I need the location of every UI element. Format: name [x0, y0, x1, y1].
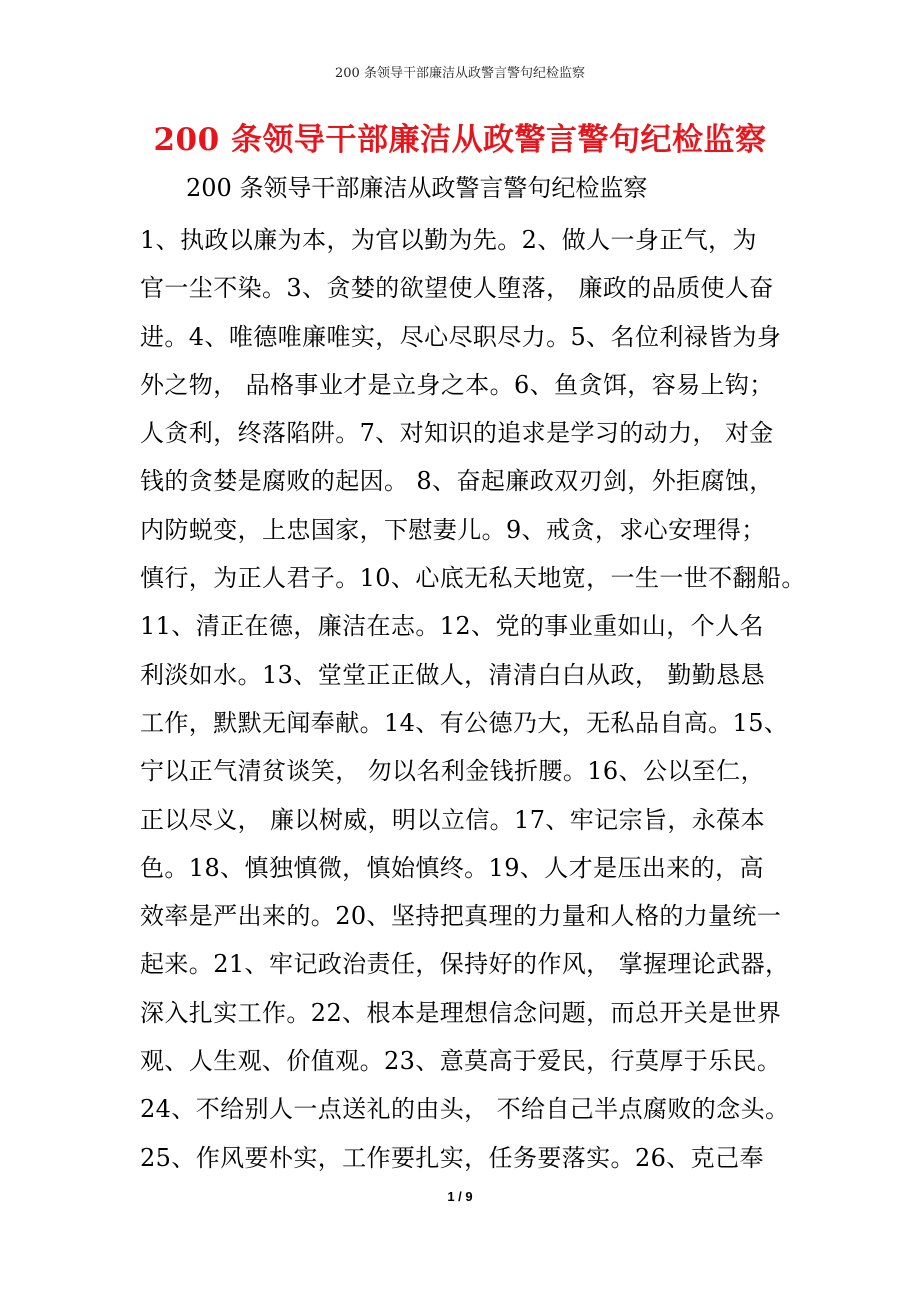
body-line: 利淡如水。13、堂堂正正做人，清清白白从政， 勤勤恳恳 — [140, 660, 765, 689]
body-line: 进。4、唯德唯廉唯实，尽心尽职尽力。5、名位利禄皆为身 — [140, 322, 782, 351]
document-subtitle: 200 条领导干部廉洁从政警言警句纪检监察 — [186, 174, 648, 202]
body-line: 官一尘不染。3、贪婪的欲望使人堕落， 廉政的品质使人奋 — [140, 274, 774, 303]
body-line: 深入扎实工作。22、根本是理想信念问题，而总开关是世界 — [140, 998, 782, 1027]
body-line: 24、不给别人一点送礼的由头， 不给自己半点腐败的念头。 — [140, 1095, 790, 1124]
body-line: 慎行，为正人君子。10、心底无私天地宽，一生一世不翻船。 — [140, 564, 806, 593]
body-line: 起来。21、牢记政治责任，保持好的作风， 掌握理论武器， — [140, 950, 790, 979]
body-line: 25、作风要朴实，工作要扎实，任务要落实。26、克己奉 — [140, 1143, 764, 1172]
body-line: 工作，默默无闻奉献。14、有公德乃大，无私品自高。15、 — [140, 708, 789, 737]
body-line: 1、执政以廉为本，为官以勤为先。2、做人一身正气，为 — [140, 226, 757, 254]
body-line: 内防蜕变，上忠国家，下慰妻儿。9、戒贪，求心安理得； — [140, 515, 766, 544]
body-line: 效率是严出来的。20、坚持把真理的力量和人格的力量统一 — [140, 902, 782, 931]
body-line: 正以尽义， 廉以树威，明以立信。17、牢记宗旨，永葆本 — [140, 805, 765, 834]
body-line: 钱的贪婪是腐败的起因。 8、奋起廉政双刃剑，外拒腐蚀， — [140, 467, 774, 496]
body-line: 外之物， 品格事业才是立身之本。6、鱼贪饵，容易上钩； — [140, 370, 774, 399]
document-body — [140, 216, 806, 1182]
body-line: 观、人生观、价值观。23、意莫高于爱民，行莫厚于乐民。 — [140, 1047, 782, 1076]
body-line: 宁以正气清贫谈笑， 勿以名利金钱折腰。16、公以至仁， — [140, 757, 765, 786]
running-header: 200 条领导干部廉洁从政警言警句纪检监察 — [335, 66, 585, 81]
body-line: 色。18、慎独慎微，慎始慎终。19、人才是压出来的，高 — [140, 853, 764, 882]
page-number: 1 / 9 — [447, 1189, 473, 1204]
document-title: 200 条领导干部廉洁从政警言警句纪检监察 — [153, 122, 767, 158]
body-line: 11、清正在德，廉洁在志。12、党的事业重如山，个人名 — [140, 612, 764, 641]
body-line: 人贪利，终落陷阱。7、对知识的追求是学习的动力， 对金 — [140, 419, 774, 448]
